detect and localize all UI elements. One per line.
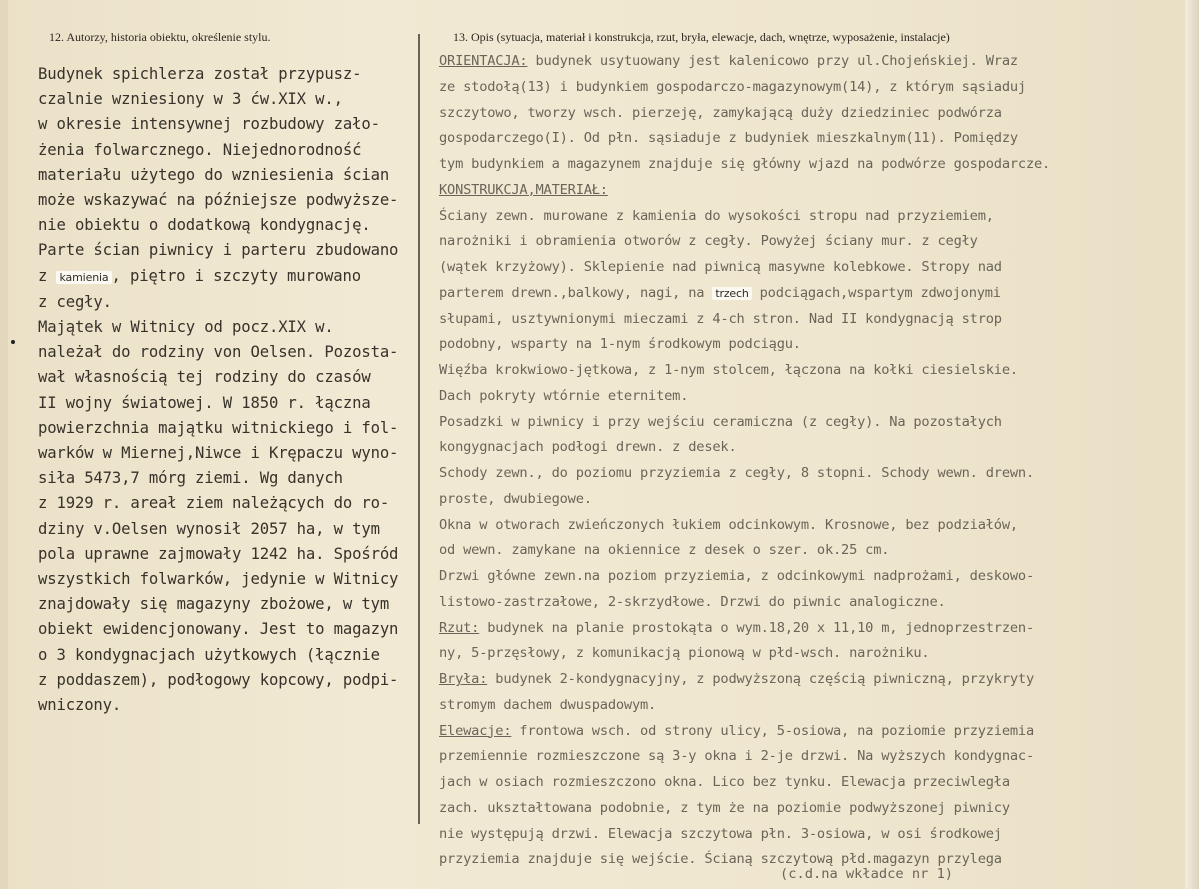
description-line [439,332,1184,358]
description-line [439,281,1184,307]
line-text: budynek na planie prostokąta o wym.18,20 x 11,10 m, jednoprzestrzen- [479,619,1035,636]
history-line [38,441,418,466]
history-line [38,112,418,137]
line-text: narożniki i obramienia otworów z cegły. Powyżej ściany mur. z cegły [439,233,978,250]
description-line [439,616,1184,642]
line-text: z poddaszem), podłogowy kopcowy, podpi- [38,670,399,689]
history-line [38,391,418,416]
line-text: (wątek krzyżowy). Sklepienie nad piwnicą masywne kolebkowe. Stropy nad [439,259,1002,275]
description-line [439,49,1184,75]
line-text: gospodarczego(I). Od płn. sąsiaduje z budyniek mieszkalnym(11). Pomiędzy [439,130,1018,147]
history-line [38,238,418,263]
description-line [439,719,1184,745]
history-line [38,567,418,592]
handwritten-correction: kamienia [56,271,111,284]
line-text: czalnie wzniesiony w 3 ćw.XIX w., [38,90,343,109]
description-line [439,744,1184,770]
description-line [439,693,1184,719]
line-text: proste, dwubiegowe. [439,490,592,507]
description-line [439,307,1184,333]
line-text: budynek 2-kondygnacyjny, z podwyższoną częścią piwniczną, przykryty [487,671,1035,687]
description-line [439,796,1184,822]
description-line [439,770,1184,796]
description-line [439,435,1184,461]
line-text: , piętro i szczyty murowano [111,266,361,285]
line-text: z [38,266,57,285]
page-edge-right [1185,0,1199,889]
line-text: podobny, wsparty na 1-nym środkowym podciągu. [439,336,801,353]
description-line [439,461,1184,487]
history-line [38,213,418,238]
description-line [439,204,1184,230]
line-text: znajdowały się magazyny zbożowe, w tym [38,595,390,614]
line-text: pola uprawne zajmowały 1242 ha. Spośród [38,544,399,563]
line-text: nie występują drzwi. Elewacja szczytowa płn. 3-osiowa, w osi środkowej [439,825,1002,842]
description-line [439,487,1184,513]
line-text: żenia folwarcznego. Niejednorodność [38,140,362,159]
line-text: szczytowo, tworzy wsch. pierzeję, zamykającą duży dziedziniec podwórza [439,104,1002,121]
description-line [439,358,1184,384]
description-line [439,513,1184,539]
line-text: Schody zewn., do poziomu przyziemia z cegły, 8 stopni. Schody wewn. drewn. [439,465,1035,481]
line-text: w okresie intensywnej rozbudowy zało- [38,115,380,134]
line-text: dziny v.Oelsen wynosił 2057 ha, w tym [38,519,380,538]
history-line [38,466,418,491]
page-edge-left [0,0,8,889]
history-line [38,340,418,365]
line-text: listowo-zastrzałowe, 2-skrzydłowe. Drzwi do piwnic analogiczne. [439,593,946,610]
line-text: nie obiektu o dodatkową kondygnację. [38,216,371,235]
description-line [439,641,1184,667]
line-text: od wewn. zamykane na okiennice z desek o szer. ok.25 cm. [439,542,890,559]
line-text: Budynek spichlerza został przypusz- [38,65,362,83]
line-text: Okna w otworach zwieńczonych łukiem odcinkowym. Krosnowe, bez podziałów, [439,516,1018,533]
history-line [38,617,418,642]
line-text: II wojny światowej. W 1850 r. łączna [38,393,371,412]
line-text: słupami, usztywnionymi mieczami z 4-ch stron. Nad II kondygnacją strop [439,310,1002,327]
line-text: obiekt ewidencjonowany. Jest to magazyn [38,620,399,639]
description-line [439,667,1184,693]
history-line [38,365,418,390]
line-text: należał do rodziny von Oelsen. Pozosta- [38,343,399,362]
line-text: Posadzki w piwnicy i przy wejściu ceramiczna (z cegły). Na pozostałych [439,413,1002,430]
description-line [439,229,1184,255]
description-line [439,178,1184,204]
section-label: Bryła: [439,671,488,687]
history-line [38,87,418,112]
history-line [38,290,418,315]
description-line [439,126,1184,152]
line-text: o 3 kondygnacjach użytkowych (łącznie [38,645,380,664]
line-text: wał własnością tej rodziny do czasów [38,368,371,387]
history-line [38,62,418,87]
line-text: kongygnacjach podłogi drewn. z desek. [439,439,737,456]
section-12-header: 12. Autorzy, historia obiektu, określenie stylu. [49,30,271,44]
history-line [38,163,418,188]
line-text: może wskazywać na późniejsze podwyższe- [38,191,399,210]
history-line [38,416,418,441]
history-line [38,138,418,163]
line-text: Drzwi główne zewn.na poziom przyziemia, z odcinkowymi nadprożami, deskowo- [439,568,1035,584]
line-text: podciągach,wspartym zdwojonymi [751,284,1001,301]
history-line [38,592,418,617]
history-line [38,693,418,718]
line-text: siła 5473,7 mórg ziemi. Wg danych [38,469,343,488]
line-text: wszystkich folwarków, jedynie w Witnicy [38,570,399,589]
description-line [439,538,1184,564]
line-text: wniczony. [38,696,122,715]
description-line [439,152,1184,178]
line-text: powierzchnia majątku witnickiego i fol- [38,418,399,437]
description-line [439,564,1184,590]
line-text: parterem drewn.,balkowy, nagi, na [439,284,713,301]
history-line [38,264,418,290]
line-text: Więźba krokwiowo-jętkowa, z 1-nym stolcem, łączona na kołki ciesielskie. [439,362,1018,378]
line-text: warków w Miernej,Niwce i Krępaczu wyno- [38,444,399,463]
history-line [38,643,418,668]
history-line [38,188,418,213]
column-divider [418,34,420,824]
line-text: przyziemia znajduje się wejście. Ścianą szczytową płd.magazyn przylega [439,851,1002,868]
line-text: frontowa wsch. od strony ulicy, 5-osiowa, na poziomie przyziemia [511,722,1035,739]
history-line [38,517,418,542]
line-text: budynek usytuowany jest kalenicowo przy ul.Chojeńskiej. Wraz [527,53,1018,69]
section-label: Rzut: [439,619,480,636]
line-text: tym budynkiem a magazynem znajduje się główny wjazd na podwórze gospodarcze. [439,156,1051,172]
history-line [38,315,418,340]
description-line [439,101,1184,127]
line-text: z cegły. [38,292,112,311]
margin-mark [11,340,15,344]
section-label: KONSTRUKCJA,MATERIAŁ: [439,181,608,198]
section-13-header: 13. Opis (sytuacja, materiał i konstrukcja, rzut, bryła, elewacje, dach, wnętrze, wyposażenie, instalacje) [453,30,950,44]
line-text: zach. ukształtowana podobnie, z tym że na poziomie podwyższonej piwnicy [439,799,1010,816]
line-text: materiału użytego do wzniesienia ścian [38,165,390,184]
line-text: stromym dachem dwuspadowym. [439,696,657,713]
history-line [38,491,418,516]
section-label: Elewacje: [439,722,512,739]
description-text-column [439,49,1184,873]
continuation-note: (c.d.na wkładce nr 1) [780,866,954,882]
line-text: ny, 5-przęsłowy, z komunikacją pionową w płd-wsch. narożniku. [439,645,930,662]
description-line [439,822,1184,848]
line-text: z 1929 r. areał ziem należących do ro- [38,494,390,513]
history-line [38,668,418,693]
description-line [439,590,1184,616]
handwritten-correction: trzech [712,287,751,300]
description-line [439,255,1184,281]
line-text: Parte ścian piwnicy i parteru zbudowano [38,241,399,260]
history-text-column [38,62,418,718]
history-line [38,542,418,567]
line-text: ze stodołą(13) i budynkiem gospodarczo-magazynowym(14), z którym sąsiaduj [439,78,1026,95]
description-line [439,75,1184,101]
section-label: ORIENTACJA: [439,53,528,69]
line-text: jach w osiach rozmieszczono okna. Lico bez tynku. Elewacja przeciwległa [439,774,1010,790]
line-text: Ściany zewn. murowane z kamienia do wysokości stropu nad przyziemiem, [439,207,994,224]
line-text: Dach pokryty wtórnie eternitem. [439,387,689,404]
description-line [439,410,1184,436]
description-line [439,384,1184,410]
line-text: przemiennie rozmieszczone są 3-y okna i 2-je drzwi. Na wyższych kondygnac- [439,748,1035,765]
line-text: Majątek w Witnicy od pocz.XIX w. [38,318,334,337]
